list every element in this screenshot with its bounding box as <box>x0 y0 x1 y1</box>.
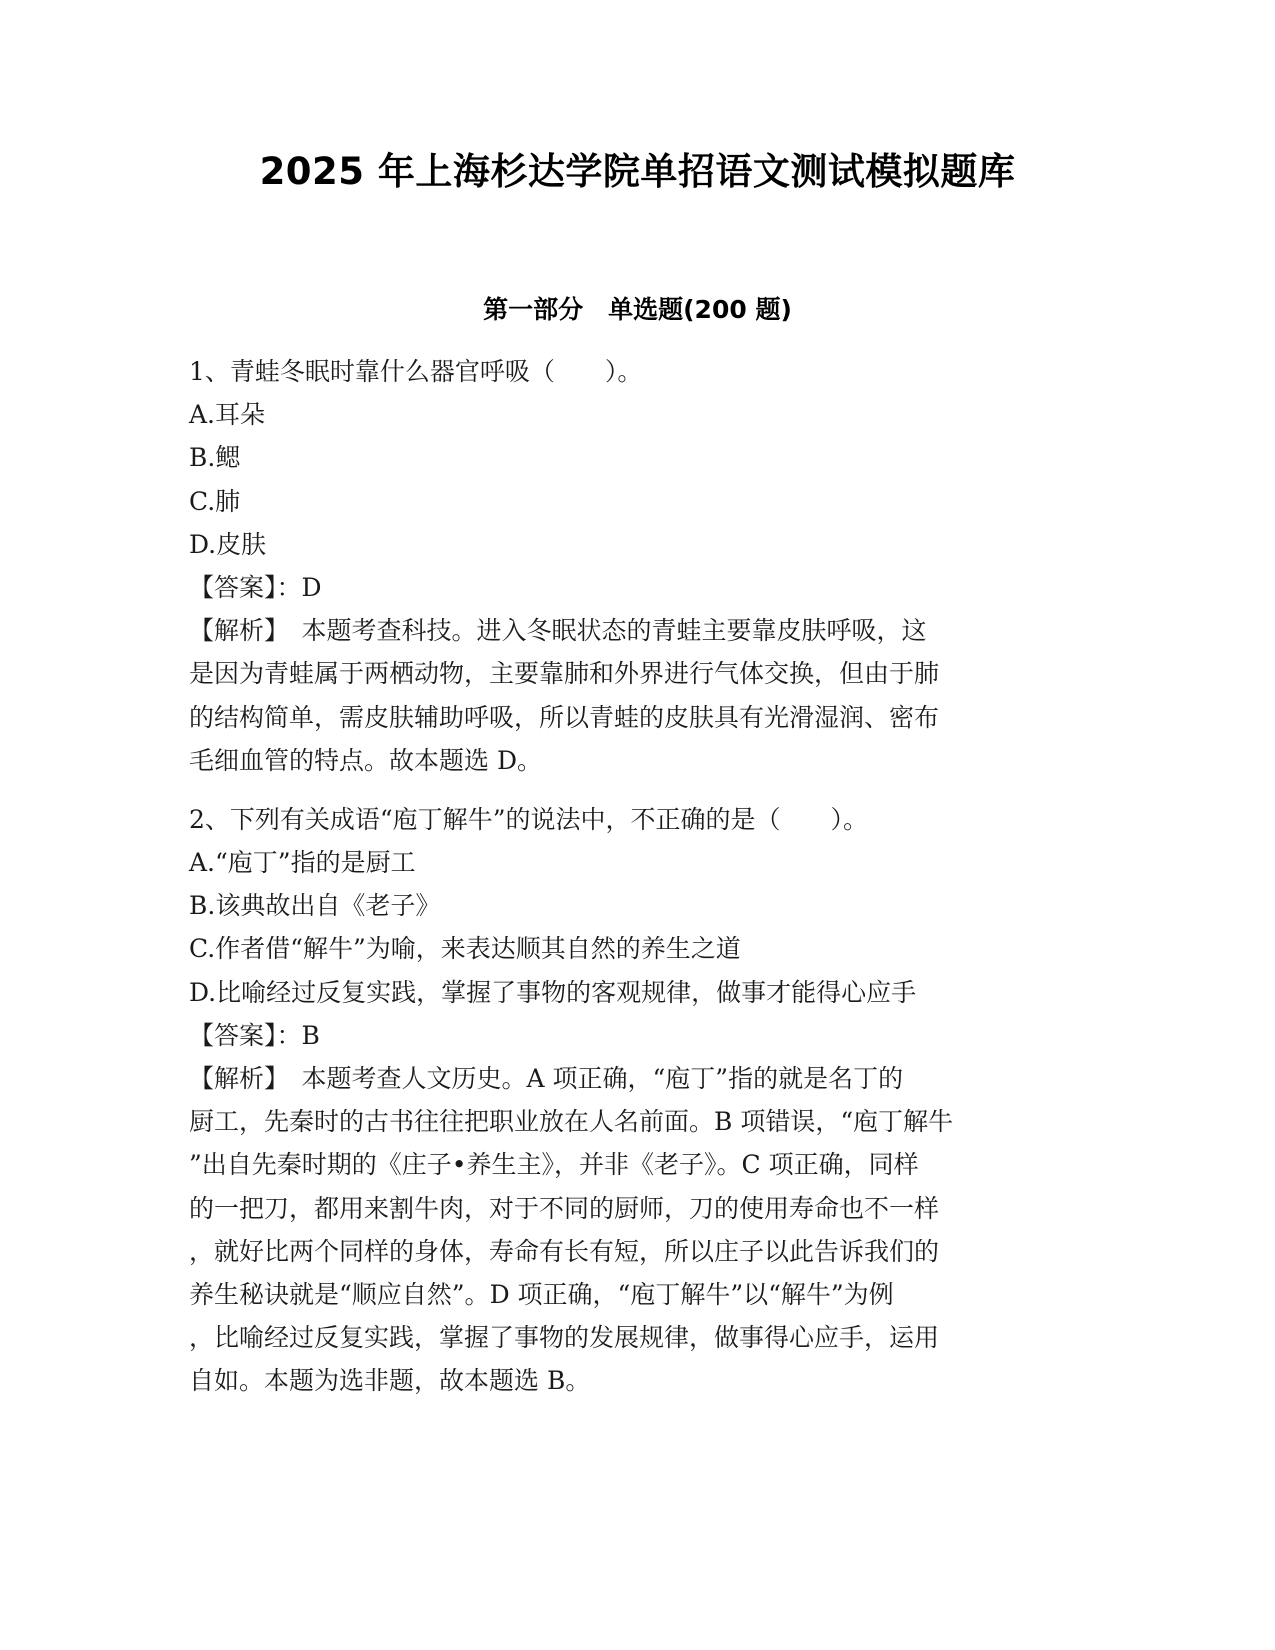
answer-line: 【答案】：D <box>189 572 322 602</box>
question-2 <box>189 798 1089 1403</box>
analysis-line: 毛细血管的特点。故本题选 D。 <box>189 745 542 775</box>
option-d: D.比喻经过反复实践，掌握了事物的客观规律，做事才能得心应手 <box>189 977 917 1007</box>
analysis-line: 厨工，先秦时的古书往往把职业放在人名前面。B 项错误，“庖丁解牛 <box>189 1107 954 1137</box>
question-separator <box>189 790 1089 798</box>
analysis-line: 的一把刀，都用来割牛肉，对于不同的厨师，刀的使用寿命也不一样 <box>189 1193 940 1223</box>
analysis-line: 【解析】 本题考查科技。进入冬眠状态的青蛙主要靠皮肤呼吸，这 <box>189 616 927 646</box>
analysis-line: 的结构简单，需皮肤辅助呼吸，所以青蛙的皮肤具有光滑湿润、密布 <box>189 702 940 732</box>
analysis-line: 是因为青蛙属于两栖动物，主要靠肺和外界进行气体交换，但由于肺 <box>189 659 940 689</box>
analysis-line: ”出自先秦时期的《庄子•养生主》，并非《老子》。C 项正确，同样 <box>189 1150 919 1180</box>
question-1 <box>189 350 1089 782</box>
answer-line: 【答案】：B <box>189 1020 320 1050</box>
section-title: 第一部分 单选题(200 题) <box>483 295 792 324</box>
option-b: B.该典故出自《老子》 <box>189 891 441 921</box>
analysis-line: ，就好比两个同样的身体，寿命有长有短，所以庄子以此告诉我们的 <box>189 1236 940 1266</box>
question-stem: 2、下列有关成语“庖丁解牛”的说法中，不正确的是（ ）。 <box>189 804 868 834</box>
option-a: A.“庖丁”指的是厨工 <box>189 848 416 878</box>
analysis-line: 自如。本题为选非题，故本题选 B。 <box>189 1366 591 1396</box>
analysis-line: ，比喻经过反复实践，掌握了事物的发展规律，做事得心应手，运用 <box>189 1323 940 1353</box>
option-d: D.皮肤 <box>189 529 267 559</box>
option-a: A.耳朵 <box>189 400 266 430</box>
question-stem: 1、青蛙冬眠时靠什么器官呼吸（ ）。 <box>189 357 643 386</box>
option-c: C.肺 <box>189 486 241 516</box>
question-list <box>189 350 1089 1411</box>
analysis-line: 【解析】 本题考查人文历史。A 项正确，“庖丁”指的就是名丁的 <box>189 1064 904 1093</box>
option-b: B.鳃 <box>189 443 241 473</box>
analysis-line: 养生秘诀就是“顺应自然”。D 项正确，“庖丁解牛”以“解牛”为例 <box>189 1279 894 1309</box>
option-c: C.作者借“解牛”为喻，来表达顺其自然的养生之道 <box>189 934 741 964</box>
document-title: 2025 年上海杉达学院单招语文测试模拟题库 <box>259 150 1016 193</box>
